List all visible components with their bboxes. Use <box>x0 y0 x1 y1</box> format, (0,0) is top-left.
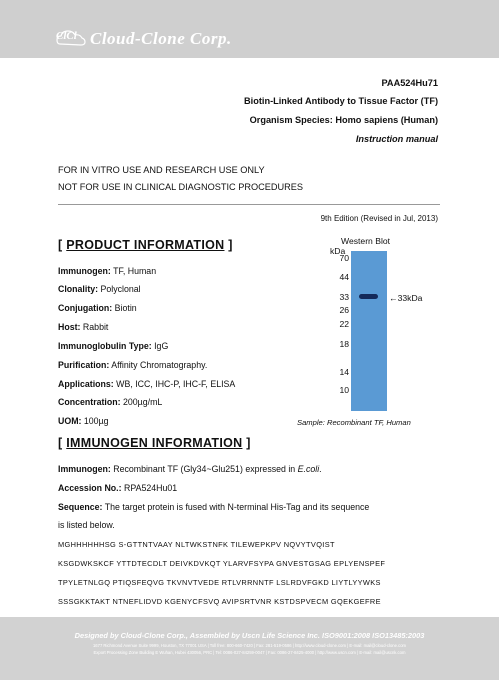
western-blot-lane <box>351 251 387 411</box>
immunogen-info-title: IMMUNOGEN INFORMATION <box>66 436 243 450</box>
field-applications: Applications: WB, ICC, IHC-P, IHC-F, ELISA <box>58 379 236 389</box>
immunogen-line: Immunogen: Recombinant TF (Gly34~Glu251) expressed in E.coli. <box>58 464 322 474</box>
brand-name: Cloud-Clone Corp. <box>90 29 232 48</box>
accession-line: Accession No.: RPA524Hu01 <box>58 483 178 493</box>
catalog-number: PAA524Hu71 <box>381 78 438 88</box>
organism-species: Organism Species: Homo sapiens (Human) <box>249 115 438 125</box>
sequence-row: KSGDWKSKCF YTTDTECDLT DEIVKDVKQT YLARVFSYPA GNVESTGSAG EPLYENSPEF <box>58 559 386 568</box>
footer-band <box>0 617 499 680</box>
clinical-use-warning: NOT FOR USE IN CLINICAL DIAGNOSTIC PROCEDURES <box>58 182 304 192</box>
divider <box>58 204 440 205</box>
footer-address-cn: Export Processing Zone Building E Wuhan, Hubei 430056, PRC | Tel: 0086-027-84259-0047 | Fax: 0086-27-8425-4000 | http://www.uscn.com | E-mail: mail@uscnk.com <box>93 650 406 655</box>
field-uom: UOM: 100µg <box>58 416 109 426</box>
sequence-row: MGHHHHHHSG S-GTTNTVAAY NLTWKSTNFK TILEWEPKPV NQVYTVQIST <box>58 540 335 549</box>
document-type: Instruction manual <box>355 134 438 144</box>
marker-44: 44 <box>339 272 349 282</box>
marker-18: 18 <box>339 339 349 349</box>
marker-70: 70 <box>339 253 349 263</box>
footer-designer: Designed by Cloud-Clone Corp., Assembled by Uscn Life Science Inc. ISO9001:2008 ISO13485:2003 <box>74 631 425 640</box>
sequence-row: TPYLETNLGQ PTIQSFEQVG TKVNVTVEDE RTLVRRNNTF LSLRDVFGKD LIYTLYYWKS <box>58 578 381 587</box>
product-info-heading: [ PRODUCT INFORMATION ] <box>58 238 233 252</box>
western-blot-unit: kDa <box>330 246 346 256</box>
research-use-warning: FOR IN VITRO USE AND RESEARCH USE ONLY <box>58 165 265 175</box>
field-immunoglobulin-type: Immunoglobulin Type: IgG <box>58 341 169 351</box>
field-conjugation: Conjugation: Biotin <box>58 303 137 313</box>
band-size-label: ←33kDa <box>389 293 423 303</box>
sequence-line: Sequence: The target protein is fused with N-terminal His-Tag and its sequence <box>58 502 370 512</box>
marker-26: 26 <box>339 305 349 315</box>
edition-note: 9th Edition (Revised in Jul, 2013) <box>320 214 438 223</box>
marker-14: 14 <box>339 367 349 377</box>
marker-10: 10 <box>339 385 349 395</box>
marker-33: 33 <box>339 292 349 302</box>
product-name: Biotin-Linked Antibody to Tissue Factor (TF) <box>244 96 438 106</box>
product-info-title: PRODUCT INFORMATION <box>66 238 225 252</box>
field-concentration: Concentration: 200µg/mL <box>58 397 163 407</box>
footer-address-us: 1677 Richmond Avenue Suite 9999, Houston, TX 77001 USA | Toll free: 800-660-7420 | Fax: 281-519-0586 | http://www.cloud-clone.com | E-mail: mail@cloud-clone.com <box>92 643 407 648</box>
cloud-logo-icon <box>56 28 86 50</box>
western-blot-sample: Sample: Recombinant TF, Human <box>297 418 411 427</box>
sequence-line-2: is listed below. <box>58 520 115 530</box>
western-blot-title: Western Blot <box>341 236 391 246</box>
western-blot-band <box>359 294 378 299</box>
sequence-row: SSSGKKTAKT NTNEFLIDVD KGENYCFSVQ AVIPSRTVNR KSTDSPVECM GQEKGEFRE <box>58 597 381 606</box>
field-host: Host: Rabbit <box>58 322 109 332</box>
field-purification: Purification: Affinity Chromatography. <box>58 360 208 370</box>
field-clonality: Clonality: Polyclonal <box>58 284 141 294</box>
company-logo <box>56 28 232 50</box>
marker-22: 22 <box>339 319 349 329</box>
field-immunogen: Immunogen: TF, Human <box>58 266 157 276</box>
logo-mark-text: ClCl <box>56 30 77 42</box>
immunogen-info-heading: [ IMMUNOGEN INFORMATION ] <box>58 436 251 450</box>
